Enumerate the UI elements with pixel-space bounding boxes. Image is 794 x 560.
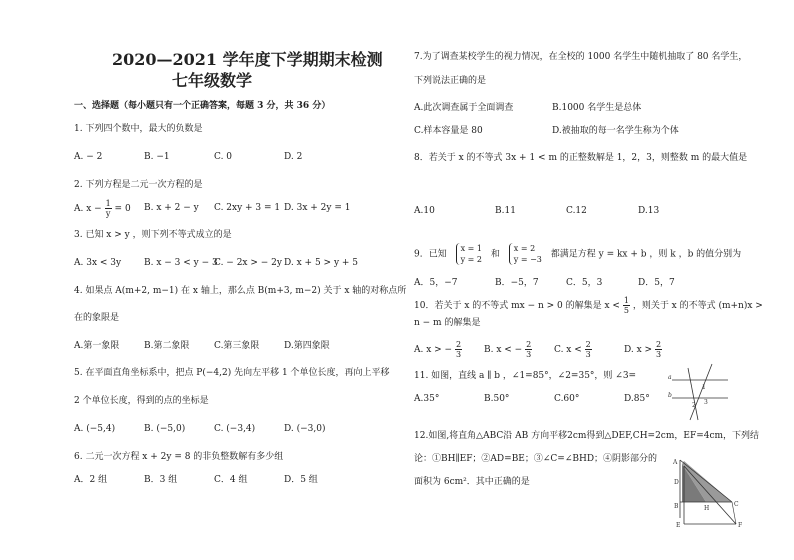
- q7-stem-line2: 下列说法正确的是: [414, 76, 487, 86]
- q1-option-d: D. 2: [284, 152, 303, 162]
- q10-option-c: [554, 340, 592, 359]
- q10-option-a: [414, 340, 462, 359]
- q7-option-b: B.1000 名学生是总体: [552, 103, 642, 113]
- fraction-numerator: 2: [655, 340, 662, 349]
- section-heading: 一、选择题（每小题只有一个正确答案，每题 3 分，共 36 分）: [74, 101, 331, 111]
- option-text: C. x <: [554, 345, 582, 355]
- q6-option-c: C．4 组: [214, 475, 248, 485]
- q10-option-d: [624, 340, 662, 359]
- q1-option-a: A. − 2: [74, 152, 103, 162]
- q6-option-b: B．3 组: [144, 475, 178, 485]
- q9-option-d: D．5，7: [638, 278, 675, 288]
- label-A: A: [673, 459, 678, 466]
- q2-option-d: D. 3x + 2y = 1: [284, 203, 351, 213]
- q12-figure: [672, 458, 750, 528]
- q8-stem: 8．若关于 x 的不等式 3x + 1 < m 的正整数解是 1，2，3，则整数 m 的最大值是: [414, 153, 748, 163]
- q11-option-a: A.35°: [414, 394, 440, 404]
- system-line: x = 2: [513, 244, 536, 253]
- q5-option-d: D. (−3,0): [284, 424, 326, 434]
- label-3: 3: [704, 399, 708, 406]
- q10-fraction: [623, 296, 630, 315]
- system-line: y = −3: [513, 255, 542, 264]
- q4-option-a: A.第一象限: [74, 341, 120, 351]
- option-fraction: [585, 340, 592, 359]
- q8-option-d: D.13: [638, 206, 660, 216]
- q9-post: 都满足方程 y = kx + b ，则 k ，b 的值分别为: [550, 249, 742, 260]
- option-fraction: [455, 340, 462, 359]
- fraction-denominator: 5: [623, 306, 629, 315]
- q9-option-c: C．5，3: [566, 278, 603, 288]
- option-text: A. x > −: [414, 345, 453, 355]
- system-line: y = 2: [460, 255, 483, 264]
- q5-option-b: B. (−5,0): [144, 424, 186, 434]
- q10-stem-line1: [414, 296, 763, 315]
- fraction-numerator: 2: [526, 340, 532, 349]
- fraction-numerator: 1: [623, 296, 629, 305]
- q9-stem: [414, 243, 741, 265]
- label-H: H: [704, 505, 710, 512]
- q5-stem-line1: 5. 在平面直角坐标系中，把点 P(−4,2) 先向左平移 1 个单位长度，再向上平移: [74, 368, 390, 378]
- page-title: 2020—2021 学年度下学期期末检测: [112, 50, 383, 69]
- q2-stem: 2. 下列方程是二元一次方程的是: [74, 180, 203, 190]
- q6-option-a: A．2 组: [74, 475, 108, 485]
- q5-stem-line2: 2 个单位长度，得到的点的坐标是: [74, 396, 209, 406]
- q3-option-b: B. x − 3 < y − 3: [144, 258, 218, 268]
- q4-option-b: B.第二象限: [144, 341, 190, 351]
- label-2: 2: [692, 402, 696, 409]
- q7-stem-line1: 7.为了调查某校学生的视力情况，在全校的 1000 名学生中随机抽取了 80 名学生，: [414, 52, 748, 62]
- q3-option-c: C. − 2x > − 2y: [214, 258, 282, 268]
- q11-stem: 11. 如图，直线 a ∥ b ，∠1=85°，∠2=35°，则 ∠3=: [414, 371, 637, 381]
- q7-option-d: D.被抽取的每一名学生称为个体: [552, 126, 679, 136]
- fraction-denominator: 3: [585, 350, 591, 359]
- q2-option-b: B. x + 2 − y: [144, 203, 199, 213]
- q2-a-post: = 0: [114, 204, 131, 214]
- label-1: 1: [702, 384, 706, 391]
- label-C: C: [734, 501, 739, 508]
- label-a: a: [668, 374, 672, 381]
- fraction-numerator: 2: [585, 340, 591, 349]
- q1-option-b: B. −1: [144, 152, 170, 162]
- q3-option-d: D. x + 5 > y + 5: [284, 258, 359, 268]
- system-line: x = 1: [460, 244, 482, 253]
- q9-mid: 和: [490, 249, 500, 260]
- fraction-numerator: 1: [105, 199, 111, 208]
- q2-a-fraction: [105, 199, 112, 218]
- q4-option-d: D.第四象限: [284, 341, 330, 351]
- q10-post: ，则关于 x 的不等式 (m+n)x >: [632, 301, 763, 311]
- q4-option-c: C.第三象限: [214, 341, 260, 351]
- q12-stem-line3: 面积为 6cm²．其中正确的是: [414, 477, 530, 487]
- q6-option-d: D．5 组: [284, 475, 318, 485]
- fraction-denominator: 3: [455, 350, 462, 359]
- q5-option-a: A. (−5,4): [74, 424, 116, 434]
- q2-option-a: [74, 199, 131, 218]
- q8-option-c: C.12: [566, 206, 587, 216]
- q11-option-d: D.85°: [624, 394, 650, 404]
- option-fraction: [525, 340, 532, 359]
- q3-option-a: A. 3x < 3y: [74, 258, 122, 268]
- q1-stem: 1. 下列四个数中，最大的负数是: [74, 124, 203, 134]
- q3-stem: 3. 已知 x > y ，则下列不等式成立的是: [74, 230, 232, 240]
- q2-option-c: C. 2xy + 3 = 1: [214, 203, 281, 213]
- q11-option-b: B.50°: [484, 394, 510, 404]
- q4-stem-line2: 在的象限是: [74, 313, 120, 323]
- q11-option-c: C.60°: [554, 394, 580, 404]
- q12-stem-line1: 12.如图,将直角△ABC沿 AB 方向平移2cm得到△DEF,CH=2cm，EF=4cm，下列结: [414, 431, 760, 441]
- label-b: b: [668, 392, 672, 399]
- q4-stem-line1: 4. 如果点 A(m+2, m−1) 在 x 轴上，那么点 B(m+3, m−2) 关于 x 轴的对称点所: [74, 286, 407, 296]
- q2-a-pre: A. x −: [74, 204, 102, 214]
- label-D: D: [674, 479, 679, 486]
- fraction-numerator: 2: [455, 340, 462, 349]
- q12-stem-line2: 论：①BH∥EF；②AD=BE；③∠C=∠BHD；④阴影部分的: [414, 454, 658, 464]
- page-subtitle: 七年级数学: [172, 71, 253, 90]
- q6-stem: 6. 二元一次方程 x + 2y = 8 的非负整数解有多少组: [74, 452, 284, 462]
- q9-option-b: B．−5，7: [495, 278, 539, 288]
- q9-system-1: [456, 243, 482, 265]
- q7-option-a: A.此次调查属于全面调查: [414, 103, 514, 113]
- q5-option-c: C. (−3,4): [214, 424, 256, 434]
- q10-pre: 10．若关于 x 的不等式 mx − n > 0 的解集是 x <: [414, 301, 620, 311]
- q9-option-a: A．5，−7: [414, 278, 458, 288]
- transversal-1: [690, 364, 712, 420]
- fraction-denominator: y: [105, 209, 111, 218]
- q8-option-b: B.11: [495, 206, 516, 216]
- q8-option-a: A.10: [414, 206, 435, 216]
- q10-option-b: [484, 340, 532, 359]
- q11-figure: [668, 362, 730, 422]
- q1-option-c: C. 0: [214, 152, 233, 162]
- option-text: B. x < −: [484, 345, 523, 355]
- q10-stem-line2: n − m 的解集是: [414, 318, 481, 328]
- q9-pre: 9．已知: [414, 249, 447, 260]
- option-text: D. x >: [624, 345, 653, 355]
- option-fraction: [655, 340, 662, 359]
- label-E: E: [676, 522, 681, 528]
- label-B: B: [674, 503, 679, 510]
- fraction-denominator: 3: [526, 350, 532, 359]
- q7-option-c: C.样本容量是 80: [414, 126, 483, 136]
- q9-system-2: [509, 243, 542, 265]
- fraction-denominator: 3: [655, 350, 662, 359]
- label-F: F: [738, 522, 743, 528]
